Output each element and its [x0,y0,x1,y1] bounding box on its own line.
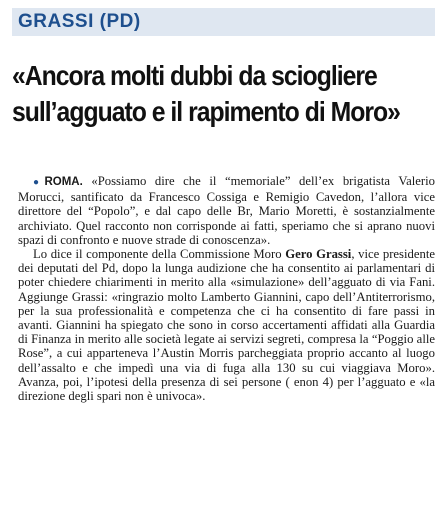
headline-line-2: sull’agguato e il rapimento di Moro» [12,96,400,127]
paragraph-2 [18,247,435,403]
kicker-label: GRASSI (PD) [18,11,141,32]
paragraph-2-text-b: , vice presidente dei deputati del Pd, dopo la lunga audizione che ha consentito ai parlamentari di poter chiedere chiarimenti in merito alla «simulazione» dell’agguato di via Fani. Aggiunge Grassi: «ringrazio molto Lamberto Giannini, capo dell’Antiterrorismo, per la sua professionalità e competenza che ci ha consentito di fare passi in avanti. Giannini ha spiegato che sono in corso accertamenti affidati alla Guardia di Finanza in merito alle società legate ai servizi segreti, compresa la “Poggio alle Rose”, a cui apparteneva l’Austin Morris parcheggiata proprio accanto al luogo dell’assalto e che impedì una via di fuga alla 130 su cui viaggiava Moro». Avanza, poi, l’ipotesi della presenza di sei persone ( enon 4) per l’agguato e «la direzione degli spari non è univoca». [18,247,435,404]
paragraph-1-text: «Possiamo dire che il “memoriale” dell’ex brigatista Valerio Morucci, santificato da Francesco Cossiga e Remigio Cavedon, l’allora vice direttore del “Popolo”, e dal capo delle Br, Mario Moretti, è sostanzialmente archiviato. Quel racconto non corrisponde ai fatti, speriamo che si aprano nuovi spazi di confronto e nuove strade di conoscenza». [18,174,435,247]
headline [12,58,400,130]
article-body [18,174,435,403]
dateline-bullet-icon: ● [33,177,45,188]
headline-line-1: «Ancora molti dubbi da sciogliere [12,60,377,91]
person-name: Gero Grassi [285,247,352,262]
paragraph-2-text-a: Lo dice il componente della Commissione Moro [33,247,286,262]
paragraph-1 [18,174,435,247]
dateline: ROMA. [44,176,83,188]
